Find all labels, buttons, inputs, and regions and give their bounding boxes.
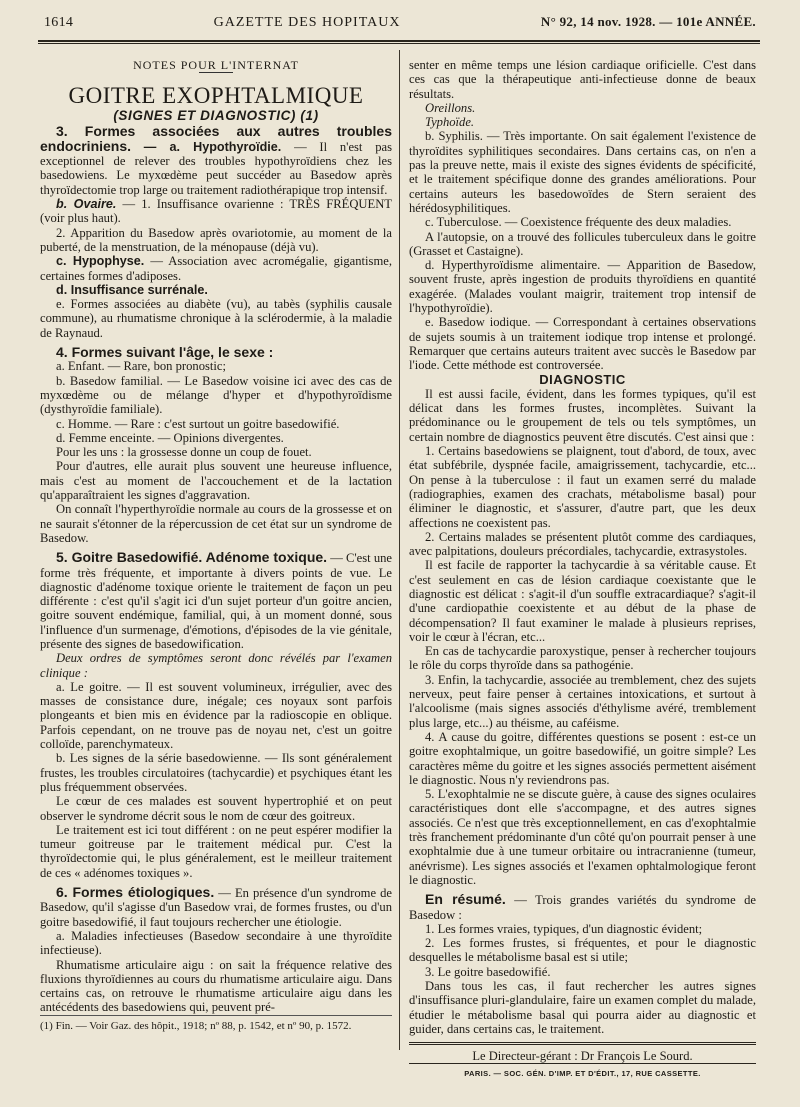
paragraph-diag-4: 4. A cause du goitre, différentes questions se posent : est-ce un goitre exophtalmique, un goitre basedowifié, un goitre simple? Les caractères même du goitre et les signes associés permettent aisément le diagnostic. Nous n'y reviendrons pas.	[409, 729, 756, 787]
paragraph-surrenale: d. Insuffisance surrénale.	[56, 282, 208, 297]
paragraph-ovaire: b. Ovaire. — 1. Insuffisance ovarienne : TRÈS FRÉQUENT (voir plus haut).	[40, 197, 392, 226]
paragraph-tuberculose-2: A l'autopsie, on a trouvé des follicules tuberculeux dans le goitre (Grasset et Castaigne).	[409, 229, 756, 258]
paragraph-diag-3: 3. Enfin, la tachycardie, associée au tremblement, chez des sujets nerveux, peut faire penser à certaines intoxications, et surtout à l'alcoolisme (mais signes associés d'éthylisme avéré, tremblement plus large, etc...) au théisme, au caféisme.	[409, 672, 756, 730]
director-line: Le Directeur-gérant : Dr François Le Sourd.	[472, 1049, 693, 1064]
left-column	[40, 58, 392, 1090]
paragraph-formes-associees: e. Formes associées au diabète (vu), au tabès (syphilis causale commune), au rhumatisme chronique à la sclérodermie, à la maladie de Raynaud.	[40, 297, 392, 340]
paragraph-serie-basedowienne: b. Les signes de la série basedowienne. — Ils sont généralement frustes, les troubles circulatoires (tachycardie) et psychiques étant les plus fréquemment observées.	[40, 751, 392, 794]
paragraph-diagnostic-intro: Il est aussi facile, évident, dans les formes typiques, qu'il est délicat dans les formes frustes, incomplètes. Suivant la prédominance ou le groupement de tels ou tels symptômes, un certain nombre de diagnostics peuvent être discutés. C'est ainsi que :	[409, 386, 756, 444]
column-divider	[399, 50, 400, 1050]
closing-rule	[409, 1042, 756, 1045]
paragraph-grossesse-2: Pour d'autres, elle aurait plus souvent une heureuse influence, mais c'est au moment de l'accouchement et de la lactation qu'apparaîtraient les signes d'aggravation.	[40, 459, 392, 503]
paragraph-diag-2c: En cas de tachycardie paroxystique, penser à rechercher toujours le rôle du corps thyroïde dans sa pathogénie.	[409, 644, 756, 673]
paragraph-tuberculose: c. Tuberculose. — Coexistence fréquente des deux maladies.	[425, 215, 732, 230]
paragraph-formes-etiologiques: 6. Formes étiologiques. — En présence d'un syndrome de Basedow, qu'il s'agisse d'un Basedow vrai, de formes frustes, ou d'un goitre basedowifié, il faut toujours rechercher une étiologie.	[40, 884, 392, 929]
paragraph-en-resume: En résumé. — Trois grandes variétés du syndrome de Basedow :	[409, 891, 756, 922]
paragraph-diag-1: 1. Certains basedowiens se plaignent, tout d'abord, de toux, avec état subfébrile, dyspnée facile, amaigrissement, tachycardie, etc... On pense à la tuberculose : il faut un examen serré du malade (radiographies, examen des crachats, métabolisme basal) pour éliminer le diagnostic, et s'assurer, d'autre part, que les deux affections ne coexistent pas.	[409, 444, 756, 530]
footnote: (1) Fin. — Voir Gaz. des hôpit., 1918; nº 88, p. 1542, et nº 90, p. 1572.	[40, 1015, 392, 1033]
paragraph-femme-enceinte: d. Femme enceinte. — Opinions divergentes.	[56, 430, 284, 445]
printer-line: PARIS. — SOC. GÉN. D'IMP. ET D'ÉDIT., 17, RUE CASSETTE.	[409, 1063, 756, 1081]
paragraph-grossesse-3: On connaît l'hyperthyroïdie normale au cours de la grossesse et on ne saurait s'étonner de la répercussion de cet état sur un syndrome de Basedow.	[40, 502, 392, 545]
paragraph-rhumatisme: Rhumatisme articulaire aigu : on sait la fréquence relative des fluxions thyroïdiennes au cours du rhumatisme articulaire aigu. Dans certains cas, on retrouve le rhumatisme articulaire aigu dans les antécédents des basedowiens qui, peuvent pré-	[40, 957, 392, 1015]
paragraph-enfant: a. Enfant. — Rare, bon pronostic;	[56, 359, 226, 374]
journal-title: GAZETTE DES HOPITAUX	[213, 15, 401, 30]
paragraph-traitement: Le traitement est ici tout différent : on ne peut espérer modifier la tumeur goitreuse par le traitement médical pur. C'est la thyroïdectomie qui, le plus généralement, est le meilleur traitement de ces « adénomes toxiques ».	[40, 822, 392, 880]
paragraph-ovaire-2: 2. Apparition du Basedow après ovariotomie, au moment de la puberté, de la menstruation, de la ménopause (déjà vu).	[40, 225, 392, 254]
paragraph-le-goitre: a. Le goitre. — Il est souvent volumineux, irrégulier, avec des masses de consistance dure, inégale; ces noyaux sont parfois plongeants et bien mis en évidence par la radioscopie en oblique. Parfois cependant, on ne trouve pas de noyau net, c'est un goitre colloïde, parenchymateux.	[40, 679, 392, 752]
item-oreillons: Oreillons.	[425, 100, 476, 115]
right-column	[409, 58, 756, 1079]
page-header	[44, 14, 756, 38]
paragraph-basedow-familial: b. Basedow familial. — Le Basedow voisine ici avec des cas de myxœdème ou de mélange d'hyper et d'hypothyroïdisme (dysthyroïdie familiale).	[40, 373, 392, 417]
resume-item-1: 1. Les formes vraies, typiques, d'un diagnostic évident;	[425, 921, 703, 936]
paragraph-diag-2b: Il est facile de rapporter la tachycardie à sa véritable cause. Et c'est seulement en cas de lésion cardiaque coexistante que le diagnostic est délicat : s'agit-il d'un souffle extracardiaque? s'agit-il d'une cardiopathie coexistente et au début de la phase de décompensation? Il faut examiner le malade à plusieurs reprises, voir le cœur à l'écran, etc...	[409, 558, 756, 644]
item-typhoide: Typhoïde.	[425, 115, 475, 130]
paragraph-final: Dans tous les cas, il faut rechercher les autres signes d'insuffisance pluri-glandulaire, faire un examen complet du malade, étudier le métabolisme basal qui pourra aider au diagnostic et guider, dans certains cas, le traitement.	[409, 979, 756, 1036]
paragraph-diag-5: 5. L'exophtalmie ne se discute guère, à cause des signes oculaires caractéristiques dont elle s'accompagne, et des autres signes associés. Ce n'est que très exceptionnellement, en cas d'exophtalmie très franchement prédominante d'un côté qu'on pourrait penser à une exophtalmie due à une tumeur orbitaire ou intracranienne (tumeur, anévrisme). Les signes associés et l'examen ophtalmologique feront le diagnostic.	[409, 787, 756, 887]
paragraph-coeur: Le cœur de ces malades est souvent hypertrophié et on peut observer le syndrome décrit sous le nom de cœur des goitreux.	[40, 794, 392, 823]
heading-age-sexe: 4. Formes suivant l'âge, le sexe :	[56, 344, 274, 361]
resume-item-2: 2. Les formes frustes, si fréquentes, et pour le diagnostic desquelles le métabolisme basal est si utile;	[409, 936, 756, 965]
paragraph-basedow-iodique: e. Basedow iodique. — Correspondant à certaines observations de sujets soumis à un traitement iodique trop intense et prolongé. Remarquer que certains auteurs traitent avec succès le Basedow par l'iode. Cette méthode est controversée.	[409, 315, 756, 373]
resume-item-3: 3. Le goitre basedowifié.	[425, 964, 551, 979]
paragraph-hypophyse: c. Hypophyse. — Association avec acromégalie, gigantisme, certaines formes d'adiposes.	[40, 254, 392, 283]
paragraph-hypothyroidie: 3. Formes associées aux autres troubles endocriniens. — a. Hypothyroïdie. — Il n'est pas exceptionnel de relever des troubles hypothyroïdiens chez les basedowiens. Le myxœdème peut succéder au Basedow après thyroïdectomie trop large ou traitement radiothérapique trop intensif.	[40, 122, 392, 197]
paragraph-homme: c. Homme. — Rare : c'est surtout un goitre basedowifié.	[56, 416, 340, 431]
paragraph-syphilis: b. Syphilis. — Très importante. On sait également l'existence de thyroïdites syphilitiques secondaires. Dans certains cas, on n'en a pas la preuve nette, mais il existe des signes évidents de spécificité, et le traitement spécifique donne des grandes améliorations. Pour certains auteurs les basedowoïdes de Stern seraient des hérédosyphilitiques.	[409, 129, 756, 215]
section-label: NOTES POUR L'INTERNAT	[133, 58, 299, 72]
article-title: GOITRE EXOPHTALMIQUE	[68, 83, 364, 109]
header-rule	[38, 40, 760, 44]
heading-diagnostic: DIAGNOSTIC	[539, 371, 626, 387]
section-rule	[199, 72, 233, 73]
issue-info: N° 92, 14 nov. 1928. — 101e ANNÉE.	[540, 14, 756, 29]
paragraph-goitre-basedowifie: 5. Goitre Basedowifié. Adénome toxique. — C'est une forme très fréquente, et importante à divers points de vue. Le diagnostic d'adénome toxique oriente le traitement de façon un peu différente : c'est qu'il s'agit ici d'un sujet porteur d'un goitre ancien, goitre souvent endémique, familial, qui, à un moment donné, sous l'influence d'un surmenage, d'émotions, d'épisodes de la vie génitale, présente des signes de basedowification.	[40, 549, 393, 651]
paragraph-deux-ordres: Deux ordres de symptômes seront donc révélés par l'examen clinique :	[40, 651, 392, 680]
article-subtitle: (SIGNES ET DIAGNOSTIC) (1)	[113, 108, 319, 124]
page-number: 1614	[44, 15, 74, 30]
paragraph-grossesse-1: Pour les uns : la grossesse donne un coup de fouet.	[56, 445, 312, 460]
paragraph-maladies-infectieuses: a. Maladies infectieuses (Basedow secondaire à une thyroïdite infectieuse).	[40, 928, 392, 958]
paragraph-diag-2: 2. Certains malades se présentent plutôt comme des cardiaques, avec palpitations, douleurs précordiales, tachycardie, extrasystoles.	[409, 529, 756, 559]
paragraph-hyperthyroidisme: d. Hyperthyroïdisme alimentaire. — Apparition de Basedow, souvent fruste, après ingestion de produits thyroïdiens en quantité exagérée. (Malades voulant maigrir, traitement trop intensif de l'hypothyroïdie).	[409, 258, 756, 316]
paragraph-continuation: senter en même temps une lésion cardiaque orificielle. C'est dans ces cas que la thérapeutique anti-infectieuse donne de beaux résultats.	[409, 58, 756, 101]
